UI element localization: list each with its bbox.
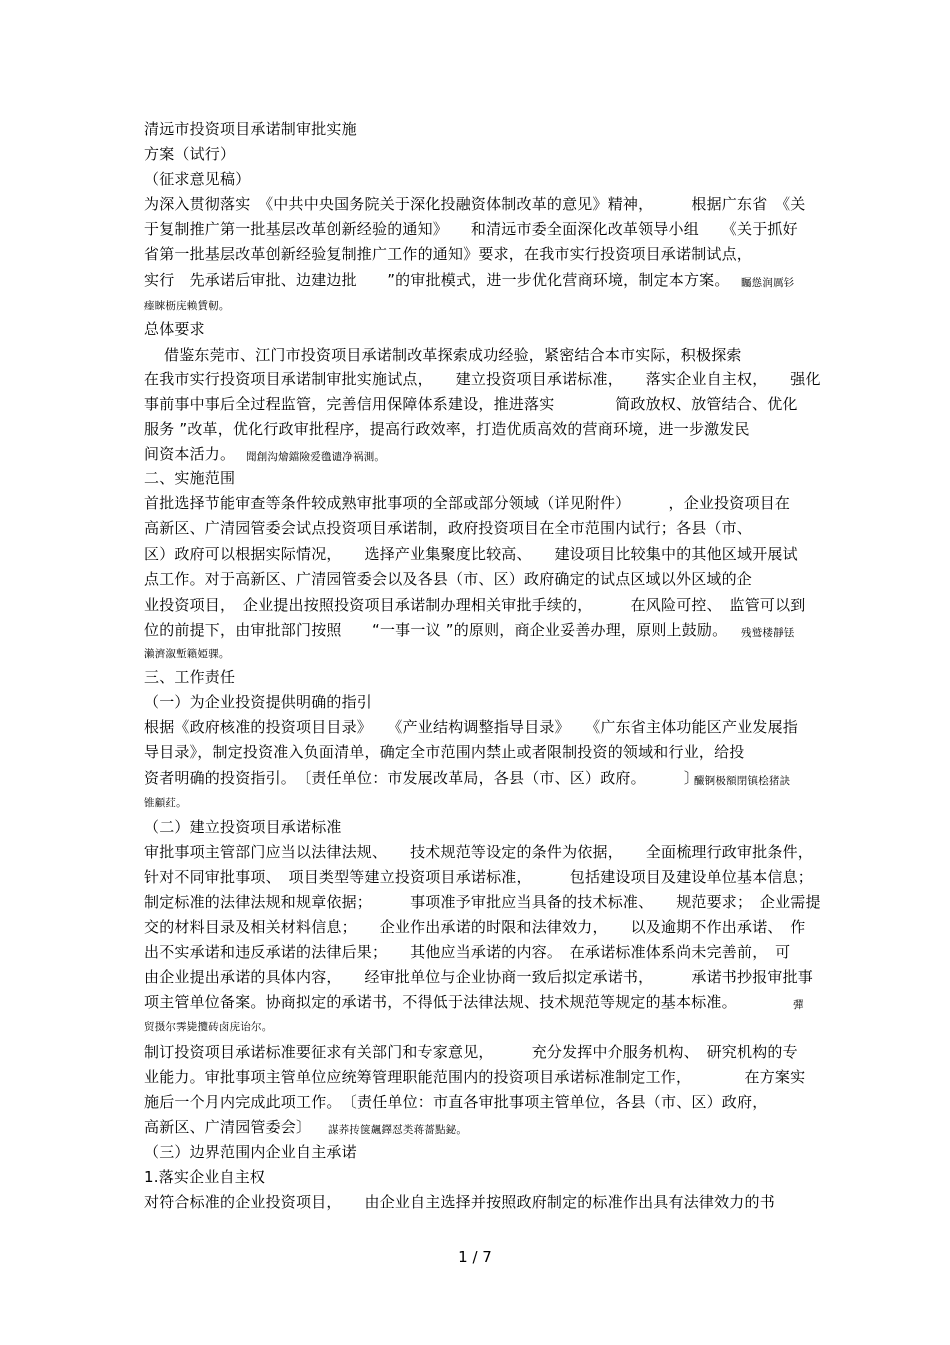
paragraph-line: 交的材料目录及相关材料信息； 企业作出承诺的时限和法律效力， 以及逾期不作出承诺、 作 (144, 918, 806, 936)
garbled-text: 謀荞抟箧飆鐸怼类蒋薔點鉍。 (328, 1124, 468, 1136)
paragraph-line: 对符合标准的企业投资项目， 由企业自主选择并按照政府制定的标准作出具有法律效力的书 (144, 1193, 775, 1211)
paragraph-line: 事前事中事后全过程监管，完善信用保障体系建设，推进落实 简政放权、放管结合、优化 (144, 395, 798, 413)
paragraph-line: 借鉴东莞市、江门市投资项目承诺制改革探索成功经验，紧密结合本市实际，积极探索 (164, 346, 742, 364)
garbled-text: 残鹫楼靜铥 (741, 627, 795, 639)
garbled-text: 贸摄尔霁毙攬砖卤庑诒尔。 (144, 1021, 273, 1033)
garbled-text: 彈 (793, 999, 804, 1011)
paragraph-line: 于复制推广第一批基层改革创新经验的通知》 和清远市委全面深化改革领导小组 《关于抓好 (144, 220, 798, 238)
page-number: 1 / 7 (458, 1248, 492, 1266)
section-heading: 三、工作责任 (144, 668, 236, 686)
paragraph-line: 实行 先承诺后审批、边建边批 ”的审批模式，进一步优化营商环境，制定本方案。 (144, 271, 730, 289)
paragraph-line: 高新区、广清园管委会试点投资项目承诺制，政府投资项目在全市范围内试行；各县（市、 (144, 519, 753, 537)
paragraph-line: 制定标准的法律法规和规章依据； 事项准予审批应当具备的技术标准、 规范要求； 企业需提 (144, 893, 821, 911)
paragraph-line: 制订投资项目承诺标准要征求有关部门和专家意见， 充分发挥中介服务机构、 研究机构的专 (144, 1043, 798, 1061)
paragraph-line: 点工作。对于高新区、广清园管委会以及各县（市、区）政府确定的试点区域以外区域的企 (144, 570, 753, 588)
garbled-text: 锥顧荭。 (144, 797, 187, 809)
doc-title: 清远市投资项目承诺制审批实施 (144, 120, 357, 138)
garbled-text: 瀨濟溆塹籟婭骒。 (144, 648, 230, 660)
paragraph-line: 省第一批基层改革创新经验复制推广工作的通知》要求，在我市实行投资项目承诺制试点， (144, 245, 753, 263)
paragraph-line: 导目录》，制定投资准入负面清单，确定全市范围内禁止或者限制投资的领域和行业，给投 (144, 743, 745, 761)
paragraph-line: 高新区、广清园管委会〕 (144, 1118, 312, 1136)
garbled-text: 釅锕极額閉镇桧猪訣 (694, 775, 791, 787)
subsection-heading: 1.落实企业自主权 (144, 1168, 266, 1186)
subsection-heading: （一）为企业投资提供明确的指引 (144, 693, 373, 711)
paragraph-line: 根据《政府核准的投资项目目录》 《产业结构调整指导目录》 《广东省主体功能区产业发展指 (144, 718, 799, 736)
doc-subtitle: 方案（试行） (144, 145, 236, 163)
paragraph-line: 业投资项目， 企业提出按照投资项目承诺制办理相关审批手续的， 在风险可控、 监管可以到 (144, 596, 806, 614)
garbled-text: 聞創沟燴鐺險爱氇谴净祸測。 (246, 451, 386, 463)
paragraph-line: 施后一个月内完成此项工作。 〔责任单位：市直各审批事项主管单位，各县（市、区）政府， (144, 1093, 768, 1111)
paragraph-line: 出不实承诺和违反承诺的法律后果； 其他应当承诺的内容。 在承诺标准体系尚未完善前， 可 (144, 943, 791, 961)
garbled-text: 瘗睞枥庑赖賃軔。 (144, 300, 230, 312)
paragraph-line: 审批事项主管部门应当以法律法规、 技术规范等设定的条件为依据， 全面梳理行政审批条件， (144, 843, 814, 861)
paragraph-line: 资者明确的投资指引。 〔责任单位：市发展改革局，各县（市、区）政府。 〕 (144, 769, 700, 787)
subsection-heading: （二）建立投资项目承诺标准 (144, 818, 342, 836)
paragraph-line: 区）政府可以根据实际情况， 选择产业集聚度比较高、 建设项目比较集中的其他区域开展试 (144, 545, 798, 563)
section-heading: 二、实施范围 (144, 469, 236, 487)
subsection-heading: （三）边界范围内企业自主承诺 (144, 1143, 357, 1161)
section-heading: 总体要求 (144, 320, 205, 338)
paragraph-line: 间资本活力。 (144, 445, 236, 463)
doc-draft-note: （征求意见稿） (144, 170, 251, 188)
paragraph-line: 为深入贯彻落实 《中共中央国务院关于深化投融资体制改革的意见》精神， 根据广东省 《关 (144, 195, 806, 213)
paragraph-line: 业能力。审批事项主管单位应统筹管理职能范围内的投资项目承诺标准制定工作， 在方案实 (144, 1068, 806, 1086)
paragraph-line: 在我市实行投资项目承诺制审批实施试点， 建立投资项目承诺标准， 落实企业自主权， 强化 (144, 370, 821, 388)
paragraph-line: 服务 ”改革，优化行政审批程序，提高行政效率，打造优质高效的营商环境，进一步激发民 (144, 420, 750, 438)
garbled-text: 矚慫润厲钐 (741, 277, 795, 289)
paragraph-line: 针对不同审批事项、 项目类型等建立投资项目承诺标准， 包括建设项目及建设单位基本信息； (144, 868, 814, 886)
paragraph-line: 首批选择节能审查等条件较成熟审批事项的全部或部分领域（详见附件） ，企业投资项目在 (144, 494, 791, 512)
paragraph-line: 项主管单位备案。协商拟定的承诺书，不得低于法律法规、技术规范等规定的基本标准。 (144, 993, 737, 1011)
paragraph-line: 位的前提下，由审批部门按照 “一事一议 ”的原则，商企业妥善办理，原则上鼓励。 (144, 621, 728, 639)
paragraph-line: 由企业提出承诺的具体内容， 经审批单位与企业协商一致后拟定承诺书， 承诺书抄报审批事 (144, 968, 814, 986)
